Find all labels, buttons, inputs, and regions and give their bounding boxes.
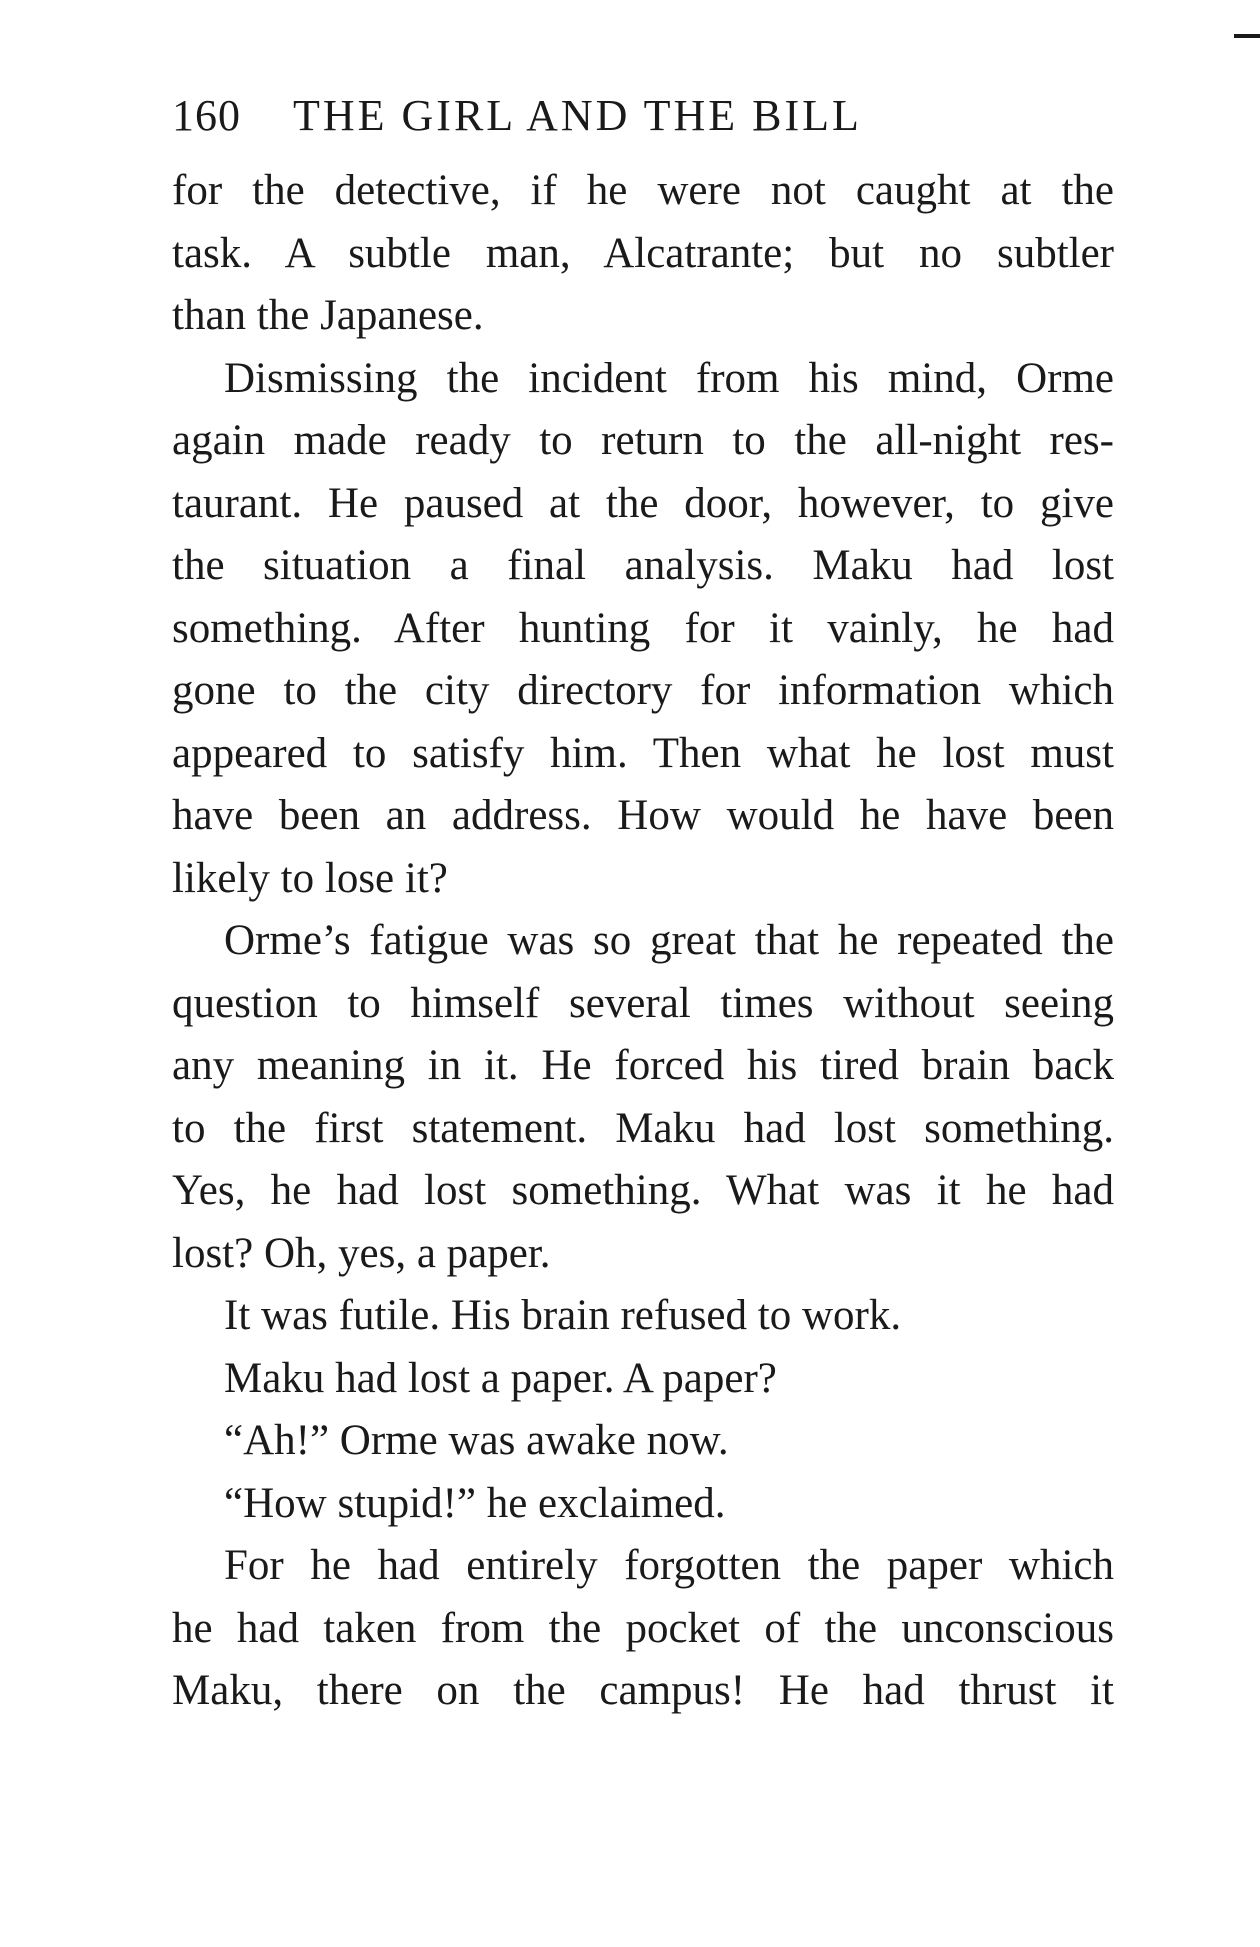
text-line: than the Japanese. (172, 292, 484, 339)
paragraph (172, 1410, 1114, 1473)
text-line: For he had entirely forgotten the paper which (224, 1542, 1114, 1589)
paragraph (172, 1348, 1114, 1411)
text-line: “Ah!” Orme was awake now. (224, 1417, 729, 1464)
text-line: something. After hunting for it vainly, he had (172, 604, 1114, 652)
text-line: Maku had lost a paper. A paper? (224, 1354, 777, 1402)
text-line: appeared to satisfy him. Then what he lost must (172, 729, 1114, 777)
text-line: question to himself several times without seeing (172, 979, 1114, 1027)
text-line: lost? Oh, yes, a paper. (172, 1229, 551, 1277)
page-number: 160 (172, 91, 241, 140)
paragraph (172, 910, 1114, 1285)
text-line: likely to lose it? (172, 854, 448, 902)
text-line: taurant. He paused at the door, however, to give (172, 479, 1114, 527)
text-line: Orme’s fatigue was so great that he repeated the (224, 917, 1114, 964)
paragraph (172, 348, 1114, 911)
text-line: Yes, he had lost something. What was it he had (172, 1167, 1114, 1214)
page-edge-mark (1234, 34, 1260, 38)
text-line: again made ready to return to the all-night res- (172, 417, 1114, 464)
paragraph (172, 1535, 1114, 1723)
page-header (172, 90, 1122, 150)
body-text (172, 160, 1114, 1723)
running-title: THE GIRL AND THE BILL (293, 91, 862, 140)
text-line: for the detective, if he were not caught at the (172, 167, 1114, 214)
text-line: task. A subtle man, Alcatrante; but no subtler (172, 229, 1114, 277)
paragraph (172, 160, 1114, 348)
paragraph (172, 1285, 1114, 1348)
text-line: It was futile. His brain refused to work. (224, 1292, 902, 1339)
text-line: any meaning in it. He forced his tired brain back (172, 1042, 1114, 1089)
text-line: have been an address. How would he have been (172, 792, 1114, 839)
text-line: the situation a final analysis. Maku had lost (172, 542, 1114, 589)
text-line: he had taken from the pocket of the unconscious (172, 1604, 1114, 1652)
text-line: to the first statement. Maku had lost something. (172, 1104, 1114, 1152)
text-line: Dismissing the incident from his mind, Orme (224, 354, 1114, 402)
paragraph (172, 1473, 1114, 1536)
text-line: Maku, there on the campus! He had thrust it (172, 1667, 1114, 1714)
text-line: gone to the city directory for information which (172, 667, 1114, 714)
text-line: “How stupid!” he exclaimed. (224, 1479, 726, 1527)
